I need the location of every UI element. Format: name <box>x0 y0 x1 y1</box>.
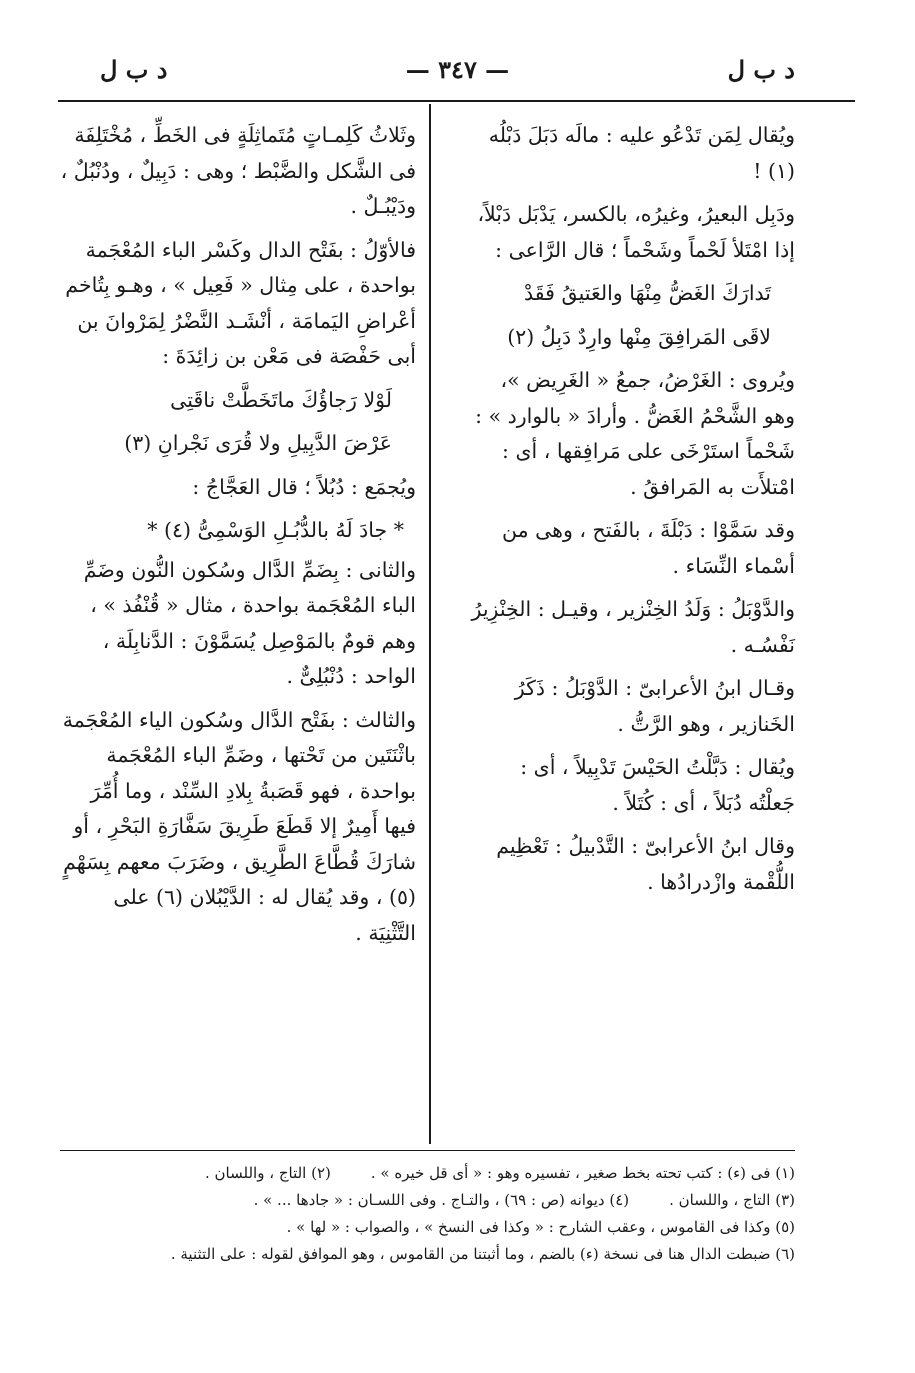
footnote-line <box>95 1214 795 1241</box>
column-divider <box>429 104 431 1144</box>
footnotes <box>95 1160 795 1268</box>
footnote-line <box>95 1241 795 1268</box>
verse-line: لاقَى المَرافِقَ مِنْها وارِدٌ دَبِلُ (٢) <box>507 324 771 349</box>
verse-line: تَدارَكَ الغَضُّ مِنْهَا والعَتيقُ فَقَدْ <box>524 281 771 305</box>
footnote-line <box>95 1187 795 1214</box>
running-head-right: د ب ل <box>727 55 795 84</box>
paragraph: وقال ابنُ الأعرابىّ : التَّدْبيلُ : تَعْظِيم اللُّقْمة وازْدرادُها . <box>496 834 795 894</box>
verse-line: عَرْضَ الدَّبِيلِ ولا قُرَى نَجْرانِ (٣) <box>124 431 392 455</box>
footnote-text: (٣) التاج ، واللسان . <box>669 1191 795 1209</box>
footnote-text: (٤) ديوانه (ص : ٦٩) ، والتـاج . وفى اللسـان : « جادها ... » . <box>253 1191 630 1209</box>
paragraph: والثانى : بِضَمِّ الدَّال وسُكون النُّون وضَمِّ الباء المُعْجَمة بواحدة ، مثال « قُنْفُذ » ، وهم قومٌ بالمَوْصِل يُسَمَّوْنَ : الدَّنابِلَة ، الواحد : دُنْبُلِىٌّ . <box>83 557 416 688</box>
paragraph: ويُقال لِمَن تَدْعُو عليه : مالَه دَبَلَ دَبْلُه (١) ! <box>488 123 795 183</box>
footnote-rule <box>60 1150 795 1151</box>
paragraph: ودَبِل البعيرُ، وغيرُه، بالكسر، يَدْبَل دَبْلاً، إذا امْتَلأ لَحْماً وشَحْماً ؛ قال الرَّاعى : <box>477 202 795 262</box>
footnote-text: (١) فى (ء) : كتب تحته بخط صغير ، تفسيره وهو : « أى قل خيره » . <box>370 1164 795 1182</box>
footnote-line <box>95 1160 795 1187</box>
footnote-text: (٥) وكذا فى القاموس ، وعقب الشارح : « وكذا فى النسخ » ، والصواب : « لها » . <box>286 1218 795 1236</box>
header-rule <box>58 100 855 102</box>
hemistich: * جادَ لَهُ بالدُّبُـلِ الوَسْمِىُّ (٤) * <box>147 518 404 542</box>
paragraph: والدَّوْبَلُ : وَلَدُ الخِنْزير ، وقيـل : الخِنْزِيرُ نَفْسُـه . <box>471 597 795 657</box>
paragraph: ويُقال : دَبَّلْتُ الحَيْسَ تَدْبِيلاً ، أى : جَعلْتُه دُبَلاً ، أى : كُتَلاً . <box>520 755 795 815</box>
paragraph: ويُروى : الغَرْضُ، جمعُ « الغَرِيض »، وهو الشَّحْمُ الغَضُّ . وأرادَ « بالوارد » : شَحْماً استَرْخَى على مَرافِقها ، أى : امْتلأَت به المَرافقُ . <box>475 368 795 499</box>
verse-line: لَوْلا رَجاؤُكَ ماتَخَطَّتْ ناقَتِى <box>170 387 392 412</box>
paragraph: فالأوّلُ : بفَتْح الدال وكَسْر الباء المُعْجَمة بواحدة ، على مِثال « فَعِيل » ، وهـو بِتُاخم أعْراضِ اليَمامَة ، أنْشَـد النَّضْرُ لِمَرْوانَ بن أبى حَفْصَة فى مَعْن بن زائِدَةَ : <box>65 237 416 368</box>
paragraph: وثَلاثُ كَلِمـاتٍ مُتَماثِلَةٍ فى الخَطِّ ، مُخْتَلِفَة فى الشَّكل والضَّبْط ؛ وهى : دَبِيلٌ ، ودُنْبُلٌ ، ودَيْبُـلٌ . <box>60 123 416 218</box>
left-column <box>60 118 416 959</box>
paragraph: وقـال ابنُ الأعرابىّ : الدَّوْبَلُ : ذَكَرُ الخَنازير ، وهو الرَّتُّ . <box>514 676 795 736</box>
paragraph: والثالث : بفَتْح الدَّال وسُكون الياء المُعْجَمة باثْنَتَين من تَحْتها ، وضَمِّ الباء المُعْجَمة بواحدة ، فهو قَصَبةُ بِلادِ السِّنْد ، وما أُمِّرَ فيها أَمِيرٌ إلا قَطَعَ طَرِيقَ سَفَّارَةِ البَحْرِ ، أو شارَكَ قُطَّاعَ الطَّرِيق ، وضَرَبَ معهم بِسَهْمٍ (٥) ، وقد يُقال له : الدَّيْبُلان (٦) على التَّثْنِيَة . <box>62 707 416 945</box>
paragraph: ويُجمَع : دُبُلاً ؛ قال العَجَّاجُ : <box>192 474 416 499</box>
footnote-text: (٦) ضبطت الدال هنا فى نسخة (ء) بالضم ، وما أثبتنا من القاموس ، وهو الموافق لقوله : على التثنية . <box>170 1245 795 1263</box>
right-column <box>470 118 795 908</box>
running-head-left: د ب ل <box>100 55 168 84</box>
footnote-text: (٢) التاج ، واللسان . <box>205 1164 331 1182</box>
paragraph: وقد سَمَّوْا : دَبْلَةَ ، بالفَتح ، وهى من أسْماء النِّسَاء . <box>501 518 795 578</box>
page-number: — ٣٤٧ — <box>405 55 510 84</box>
